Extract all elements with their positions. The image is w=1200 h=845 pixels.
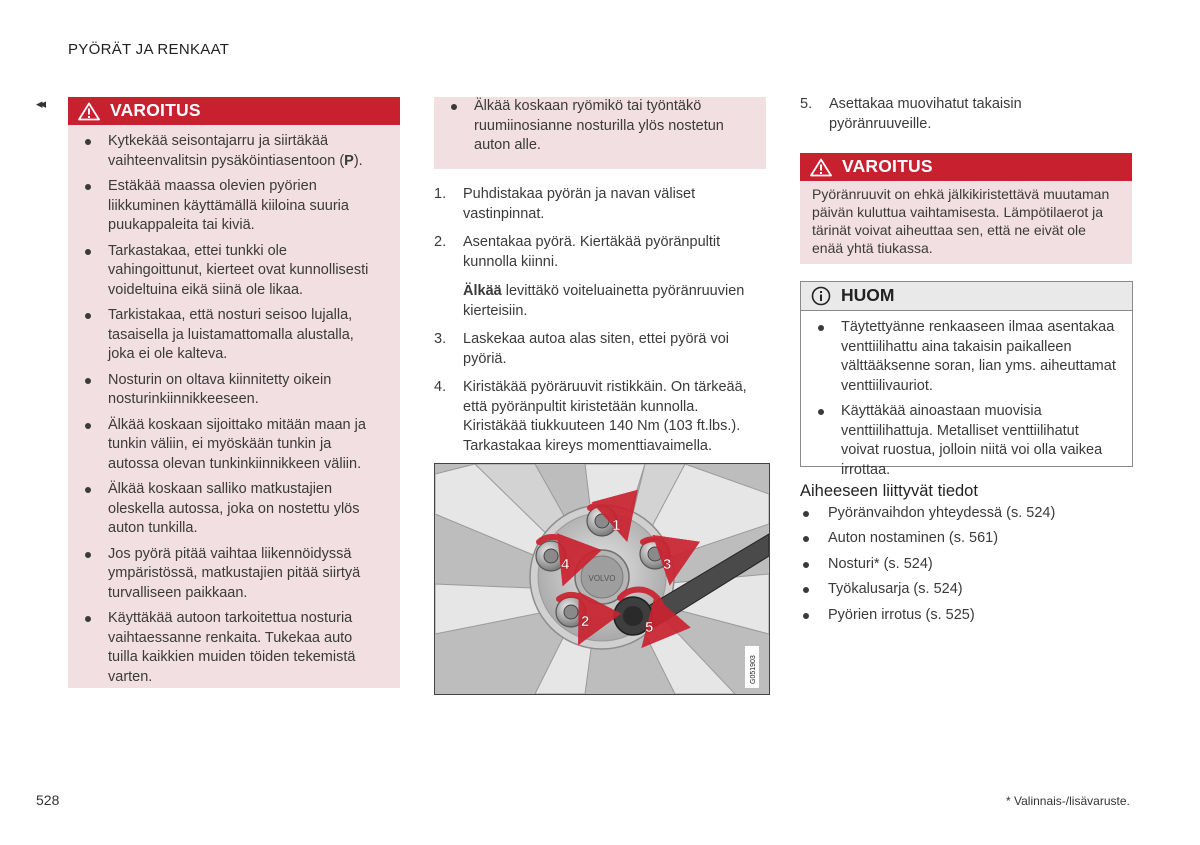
figure-number-2: 2 (581, 613, 590, 630)
step-5 (800, 95, 1118, 143)
step-number: 2. (434, 234, 447, 250)
step-text: Asentakaa pyörä. Kiertäkää pyöränpultit kunnolla kiinni. (463, 234, 721, 270)
step-text: Puhdistakaa pyörän ja navan väliset vastinpinnat. (463, 186, 696, 222)
list-item: Älkää koskaan salliko matkustajien oleskella autossa, joka on nostettu ylös auton tunkilla. (68, 480, 384, 539)
wheel-figure (435, 464, 769, 694)
step-text: Kiristäkää pyöräruuvit ristikkäin. On tärkeää, että pyöränpultit kiristetään kunnolla. Kiristäkää tiukkuuteen 140 Nm (103 ft.lbs.). Tarkastakaa kireys momenttiavaimella. (463, 379, 747, 454)
item-text-pre: Kytkekää seisontajarru ja siirtäkää vaihteenvalitsin pysäköintiasentoon ( (108, 133, 345, 169)
left-warning-header (68, 97, 400, 125)
figure-number-3: 3 (663, 556, 672, 573)
warning-triangle-icon (78, 102, 100, 121)
right-warning-box (800, 153, 1132, 264)
list-item: Älkää koskaan ryömikö tai työntäkö ruumiinosianne nosturilla ylös nostetun auton alle. (434, 97, 752, 156)
list-item: Jos pyörä pitää vaihtaa liikennöidyssä ympäristössä, matkustajien pitää siirtyä turvalliseen paikkaan. (68, 545, 384, 604)
steps-list (434, 185, 756, 456)
related-link[interactable]: Pyörien irrotus (s. 525) (800, 606, 1120, 626)
list-item: Älkää koskaan sijoittako mitään maan ja tunkin väliin, ei myöskään tunkin ja autossa olevan tunkinkiinnikkeen väliin. (68, 416, 384, 475)
left-warning-box (68, 97, 400, 688)
wheel-bolt-illustration (434, 463, 770, 695)
related-section (800, 482, 1120, 631)
footnote: * Valinnais-/lisävaruste. (1006, 794, 1130, 808)
note-list (801, 311, 1132, 480)
section-title: PYÖRÄT JA RENKAAT (68, 41, 230, 58)
step-number: 5. (800, 96, 813, 112)
warning-triangle-icon (810, 158, 832, 177)
step-text: Asettakaa muovihatut takaisin pyöränruuveille. (829, 96, 1022, 132)
related-link[interactable]: Nosturi* (s. 524) (800, 555, 1120, 575)
step-number: 4. (434, 379, 447, 395)
hub-logo: VOLVO (588, 574, 616, 583)
note-bold: Älkää (463, 283, 502, 299)
figure-number-4: 4 (561, 556, 570, 573)
list-item: Tarkistakaa, että nosturi seisoo lujalla, tasaisella ja luistamattomalla alustalla, joka ei ole kalteva. (68, 306, 384, 365)
list-item: Käyttäkää ainoastaan muovisia venttiilihattuja. Metalliset venttiilihatut voivat ruostua, jolloin niitä voi olla vaikea irrottaa. (801, 402, 1120, 480)
list-item: Estäkää maassa olevien pyörien liikkuminen käyttämällä kiiloina suuria puukappaleita tai kiviä. (68, 177, 384, 236)
figure-number-5: 5 (645, 619, 654, 636)
list-item: Nosturin on oltava kiinnitetty oikein nosturinkiinnikkeeseen. (68, 371, 384, 410)
related-links (800, 504, 1120, 626)
note-box (800, 281, 1133, 478)
list-item: Tarkastakaa, ettei tunkki ole vahingoittunut, kierteet ovat kunnollisesti voideltuina eikä siinä ole likaa. (68, 242, 384, 301)
list-item (68, 132, 384, 171)
info-icon (811, 286, 831, 306)
step-item (434, 378, 756, 456)
note-text: levittäkö voiteluainetta pyöränruuvien kierteisiin. (463, 283, 745, 319)
right-warning-text: Pyöränruuvit on ehkä jälkikiristettävä muutaman päivän kuluttua vaihtamisesta. Lämpötilaerot ja tärinät voivat aiheuttaa sen, että ne eivät ole enää yhtä tiukassa. (812, 186, 1110, 256)
page-number: 528 (36, 792, 60, 808)
step-item (434, 185, 756, 224)
step-item (434, 233, 756, 321)
warning-continued-list (434, 97, 766, 156)
left-warning-list (68, 125, 400, 687)
list-item: Käyttäkää autoon tarkoitettua nosturia vaihtaessanne renkaita. Tukekaa auto tuilla kaikkien muiden töiden tekemistä varten. (68, 609, 384, 687)
step-note (463, 282, 756, 321)
step-item (434, 330, 756, 369)
note-title: HUOM (841, 285, 895, 306)
right-warning-header (800, 153, 1132, 181)
steps-list-continued (800, 95, 1118, 134)
item-text-post: ). (353, 152, 363, 169)
related-title: Aiheeseen liittyvät tiedot (800, 482, 978, 500)
related-link[interactable]: Työkalusarja (s. 524) (800, 580, 1120, 600)
step-item (800, 95, 1118, 134)
step-text: Laskekaa autoa alas siten, ettei pyörä voi pyöriä. (463, 331, 729, 367)
steps-column (434, 185, 756, 465)
warning-continued-box (434, 97, 766, 169)
step-number: 1. (434, 186, 447, 202)
note-header (801, 282, 1132, 311)
list-item: Täytettyänne renkaaseen ilmaa asentakaa venttiilihattu aina takaisin paikalleen välttääksenne soran, lian yms. aiheuttamat venttiilivauriot. (801, 318, 1120, 396)
related-link[interactable]: Pyöränvaihdon yhteydessä (s. 524) (800, 504, 1120, 524)
left-warning-title: VAROITUS (110, 100, 201, 121)
right-warning-title: VAROITUS (842, 156, 933, 177)
figure-code: G051903 (750, 655, 757, 684)
step-number: 3. (434, 331, 447, 347)
figure-number-1: 1 (612, 517, 621, 534)
park-position-letter: P (344, 152, 354, 169)
back-arrow-icon[interactable]: ◂◂ (36, 96, 44, 111)
related-link[interactable]: Auton nostaminen (s. 561) (800, 529, 1120, 549)
